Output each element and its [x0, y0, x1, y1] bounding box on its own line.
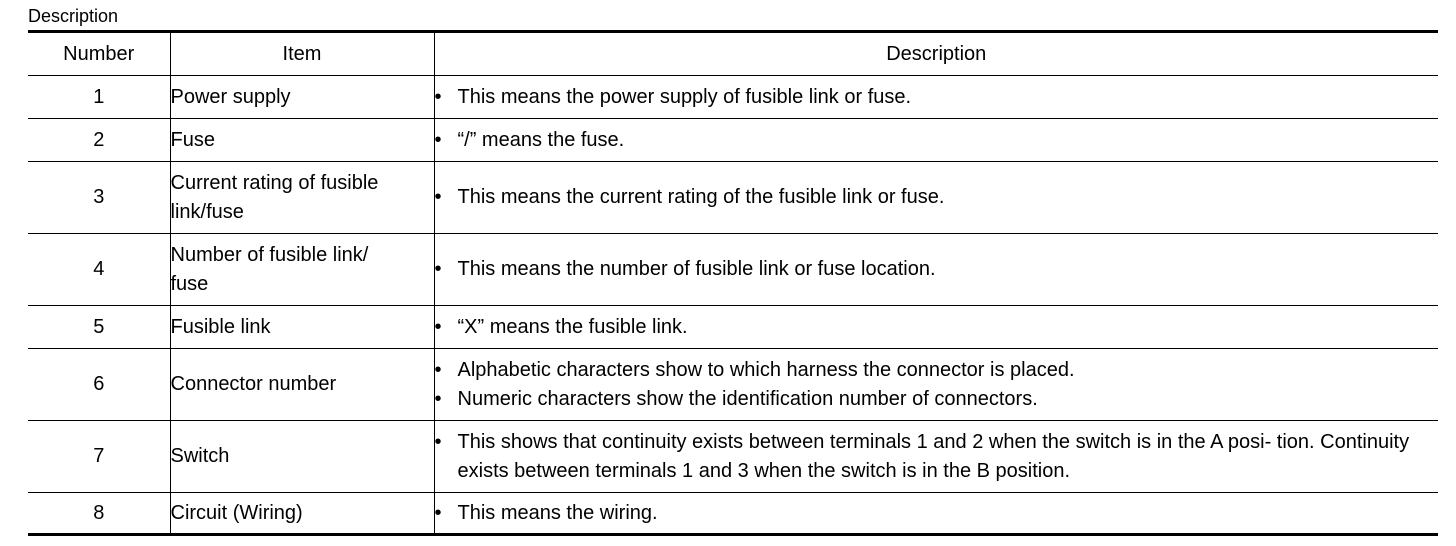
bullet-item — [435, 126, 1439, 155]
bullet-item — [435, 428, 1439, 486]
bullet-icon: • — [434, 387, 442, 410]
bullet-item — [435, 499, 1439, 528]
row-number: 4 — [28, 234, 170, 306]
bullet-item — [435, 385, 1439, 414]
row-item-text: Power supply — [170, 85, 291, 108]
description-table — [28, 30, 1438, 536]
bullet-icon: • — [434, 85, 442, 108]
row-description — [434, 421, 1438, 493]
row-number: 7 — [28, 421, 170, 493]
table-row — [28, 162, 1438, 234]
row-item-text: link/fuse — [170, 200, 244, 223]
table-caption: Description — [28, 6, 119, 26]
row-description — [434, 349, 1438, 421]
bullet-text: This means the current rating of the fusible link or fuse. — [457, 186, 945, 208]
bullet-item — [435, 313, 1439, 342]
bullet-text: Numeric characters show the identification number of connectors. — [457, 387, 1038, 410]
table-row — [28, 306, 1438, 349]
table-row — [28, 421, 1438, 493]
bullet-text: This shows that continuity exists between terminals 1 and 2 when the switch is in the A posi- tion. Continuity exists between terminals 1 and 3 when the switch is in the B position. — [457, 430, 1410, 482]
row-number: 3 — [28, 162, 170, 234]
table-row — [28, 119, 1438, 162]
header-number: Number — [28, 32, 170, 76]
row-description — [434, 493, 1438, 535]
row-item-text: fuse — [170, 272, 209, 295]
bullet-icon: • — [434, 258, 442, 280]
row-description — [434, 76, 1438, 119]
bullet-icon: • — [434, 358, 442, 381]
row-item-text: Current rating of fusible — [170, 171, 379, 194]
row-item-text: Switch — [170, 445, 230, 467]
row-item — [170, 234, 434, 306]
row-item-text: Fusible link — [170, 315, 271, 338]
row-item-text: Fuse — [170, 128, 215, 151]
row-description — [434, 234, 1438, 306]
table-header-row — [28, 32, 1438, 76]
row-item — [170, 421, 434, 493]
bullet-text: Alphabetic characters show to which harness the connector is placed. — [457, 358, 1075, 381]
row-number: 8 — [28, 493, 170, 535]
row-item — [170, 306, 434, 349]
bullet-item — [435, 183, 1439, 212]
row-description — [434, 119, 1438, 162]
bullet-icon: • — [434, 315, 442, 338]
row-item-text: Circuit (Wiring) — [170, 501, 303, 524]
bullet-icon: • — [434, 128, 442, 151]
bullet-item — [435, 255, 1439, 284]
row-item-text: Number of fusible link/ — [170, 243, 369, 266]
header-item: Item — [170, 32, 434, 76]
table-row — [28, 349, 1438, 421]
bullet-text: “/” means the fuse. — [457, 128, 625, 151]
bullet-item — [435, 356, 1439, 385]
row-item — [170, 162, 434, 234]
row-description — [434, 162, 1438, 234]
row-number: 6 — [28, 349, 170, 421]
row-item — [170, 349, 434, 421]
bullet-icon: • — [434, 430, 442, 453]
bullet-text: This means the number of fusible link or fuse location. — [457, 258, 936, 280]
table-row — [28, 76, 1438, 119]
table-row — [28, 234, 1438, 306]
header-description: Description — [434, 32, 1438, 76]
bullet-text: This means the wiring. — [457, 501, 658, 524]
row-item — [170, 493, 434, 535]
table-row — [28, 493, 1438, 535]
bullet-text: “X” means the fusible link. — [457, 315, 688, 338]
bullet-icon: • — [434, 186, 442, 208]
row-number: 5 — [28, 306, 170, 349]
row-number: 2 — [28, 119, 170, 162]
bullet-text: This means the power supply of fusible link or fuse. — [457, 85, 912, 108]
row-item-text: Connector number — [170, 373, 337, 395]
row-item — [170, 119, 434, 162]
row-number: 1 — [28, 76, 170, 119]
bullet-item — [435, 83, 1439, 112]
bullet-icon: • — [434, 501, 442, 524]
row-item — [170, 76, 434, 119]
row-description — [434, 306, 1438, 349]
